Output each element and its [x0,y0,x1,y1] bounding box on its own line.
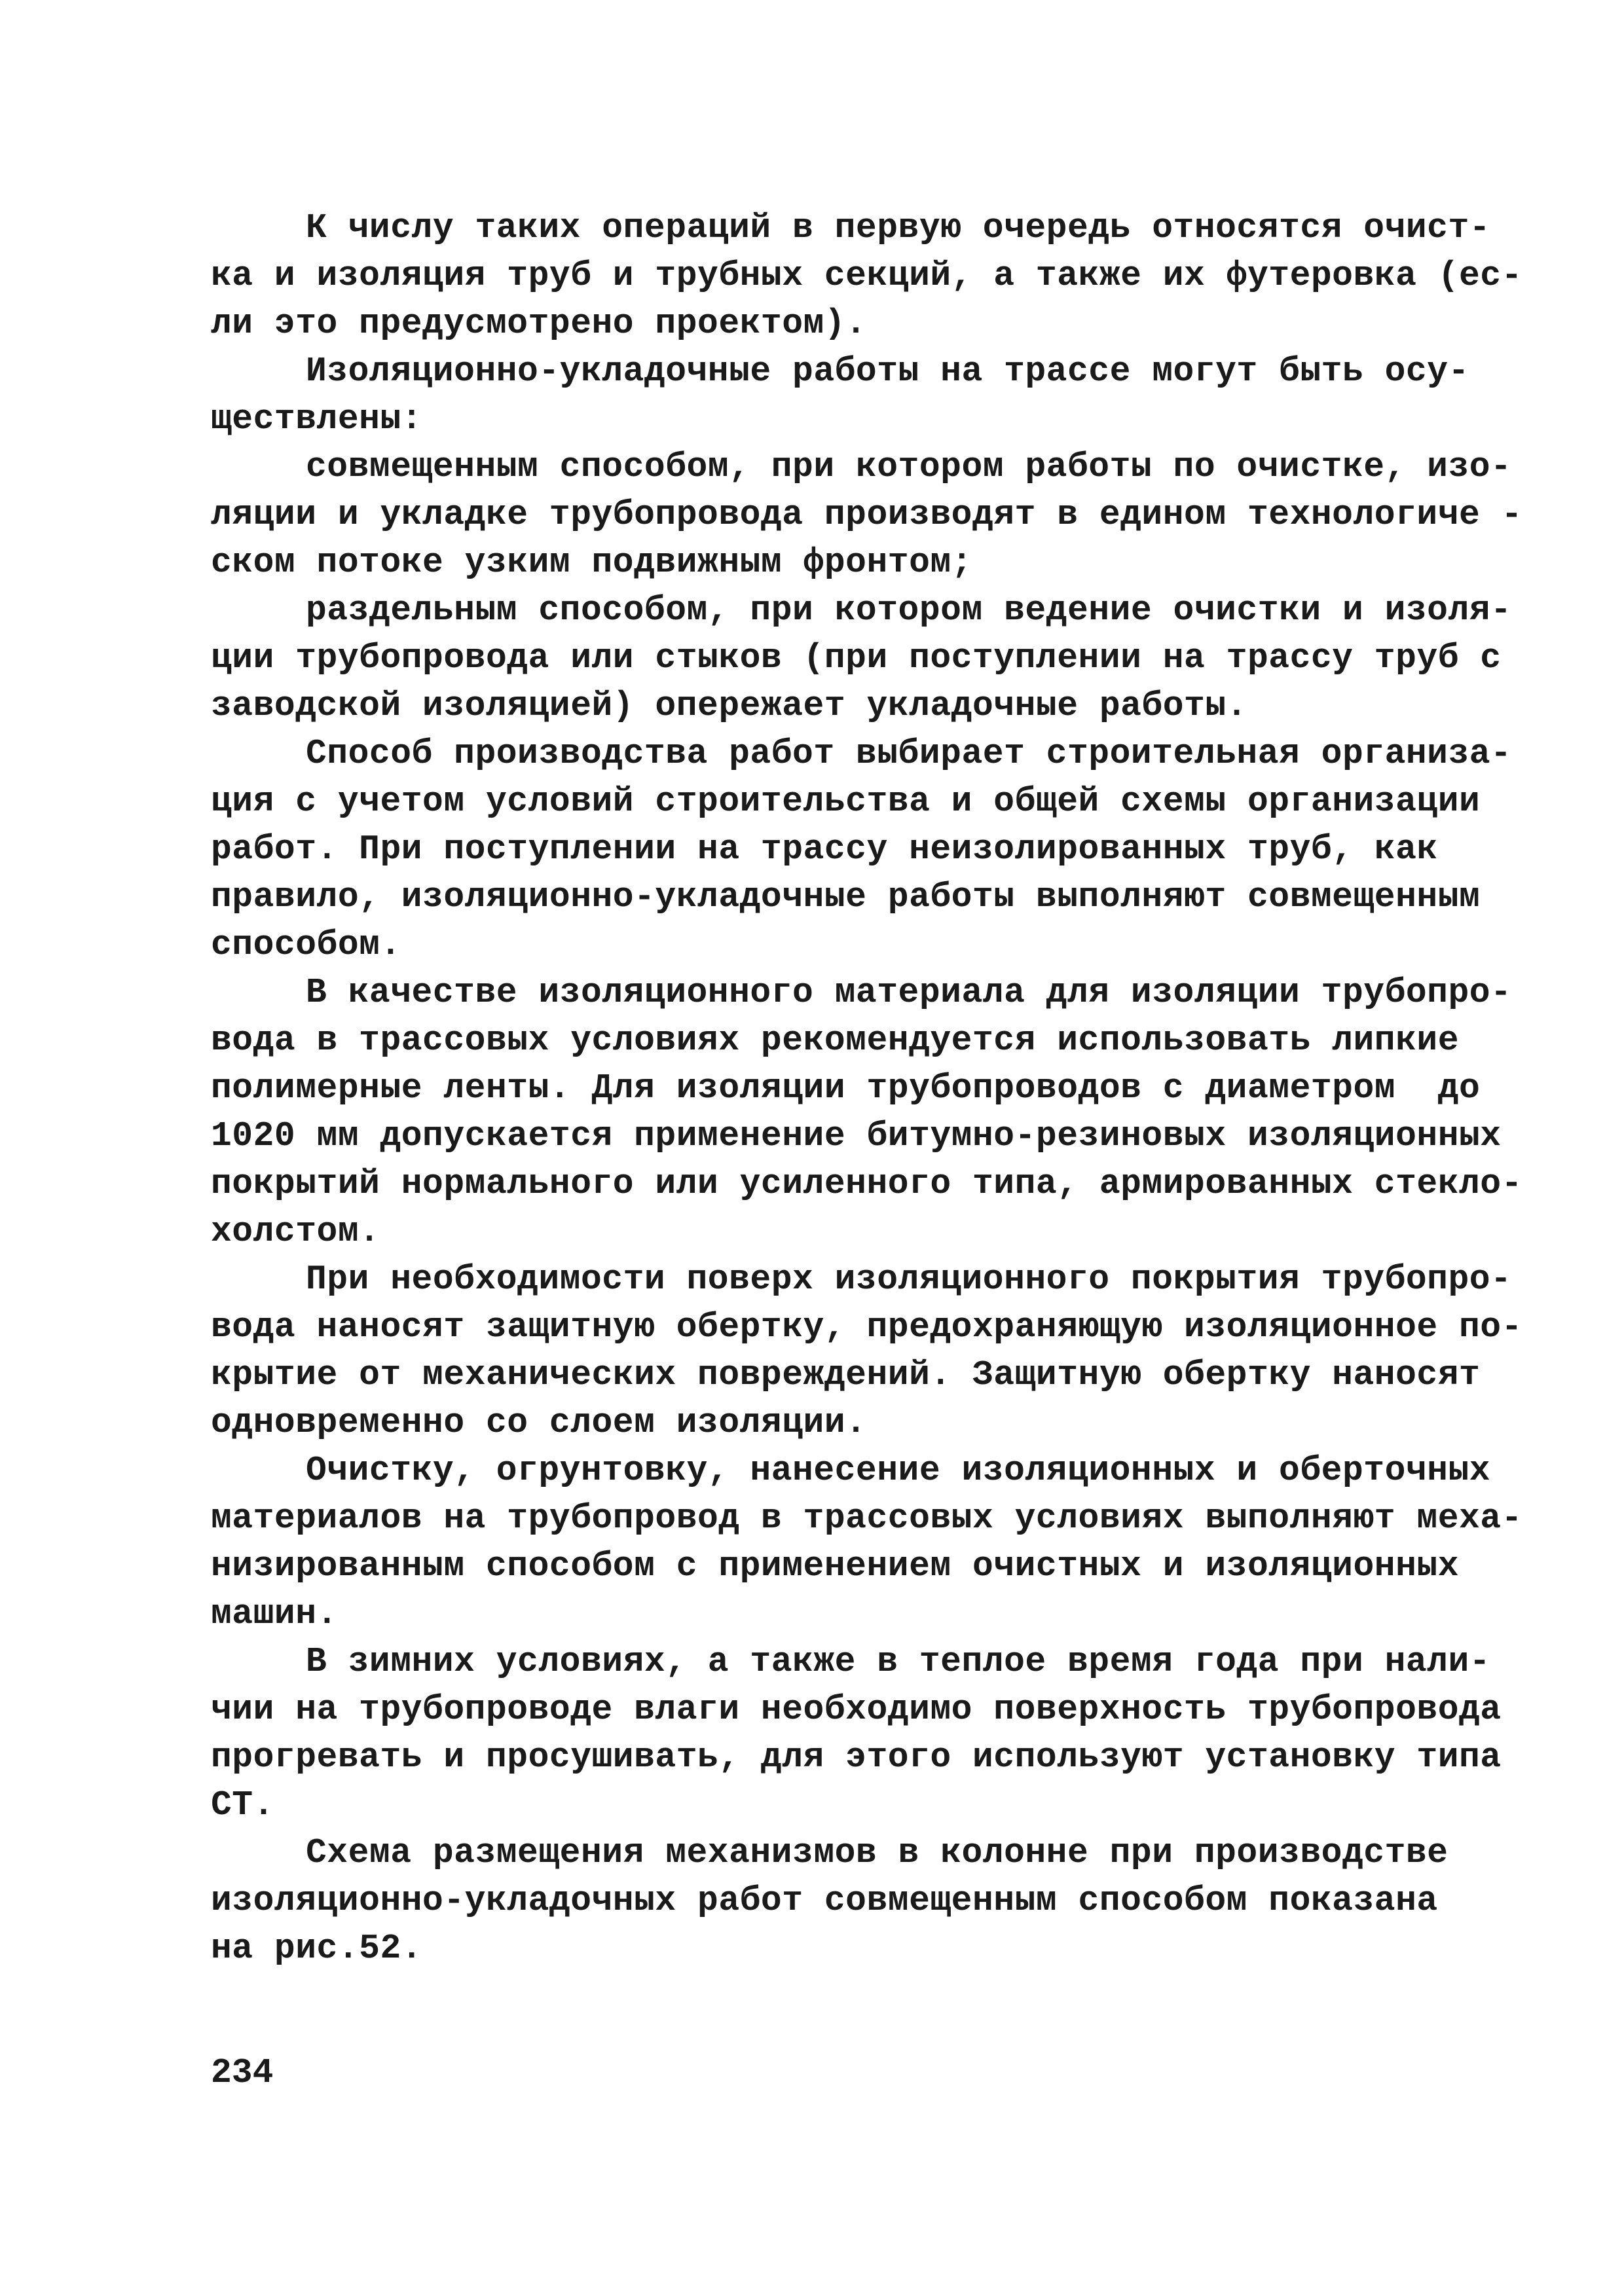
text-line: ции трубопровода или стыков (при поступлении на трассу труб с [211,638,1502,678]
text-line: на рис.52. [211,1929,423,1968]
text-line: В зимних условиях, а также в теплое время года при нали- [306,1642,1491,1681]
text-line: чии на трубопроводе влаги необходимо поверхность трубопровода [211,1690,1502,1729]
text-line: холстом. [211,1212,380,1251]
text-line: заводской изоляцией) опережает укладочные работы. [211,686,1247,725]
text-line: ция с учетом условий строительства и общей схемы организации [211,782,1481,821]
text-line: материалов на трубопровод в трассовых условиях выполняют меха- [211,1499,1522,1538]
text-line: В качестве изоляционного материала для изоляции трубопро- [306,973,1512,1012]
text-line: правило, изоляционно-укладочные работы выполняют совмещенным [211,877,1481,917]
text-line: одновременно со слоем изоляции. [211,1403,867,1442]
text-line: ка и изоляция труб и трубных секций, а также их футеровка (ес- [211,256,1522,295]
text-line: Изоляционно-укладочные работы на трассе могут быть осу- [306,352,1469,391]
text-line: вода в трассовых условиях рекомендуется использовать липкие [211,1021,1460,1060]
page-number: 234 [211,2053,274,2092]
text-line: совмещенным способом, при котором работы по очистке, изо- [306,447,1512,486]
text-line: При необходимости поверх изоляционного покрытия трубопро- [306,1260,1512,1299]
text-line: низированным способом с применением очистных и изоляционных [211,1546,1460,1586]
text-line: ли это предусмотрено проектом). [211,304,867,343]
text-line: Способ производства работ выбирает строительная организа- [306,734,1512,773]
body-text [211,204,1522,1973]
text-line: ляции и укладке трубопровода производят в едином технологиче - [211,495,1522,534]
text-line: прогревать и просушивать, для этого используют установку типа [211,1738,1502,1777]
text-line: раздельным способом, при котором ведение очистки и изоля- [306,591,1512,630]
text-line: СТ. [211,1785,274,1825]
text-line: вода наносят защитную обертку, предохраняющую изоляционное по- [211,1307,1522,1347]
text-line: полимерные ленты. Для изоляции трубопроводов с диаметром до [211,1068,1481,1108]
text-line: К числу таких операций в первую очередь относятся очист- [306,208,1491,247]
text-line: ском потоке узким подвижным фронтом; [211,543,972,582]
text-line: Очистку, огрунтовку, нанесение изоляционных и оберточных [306,1451,1491,1490]
text-line: ществлены: [211,399,423,439]
text-line: машин. [211,1594,338,1633]
text-line: изоляционно-укладочных работ совмещенным способом показана [211,1881,1438,1920]
text-line: Схема размещения механизмов в колонне при производстве [306,1833,1449,1872]
text-line: покрытий нормального или усиленного типа, армированных стекло- [211,1164,1522,1203]
text-line: крытие от механических повреждений. Защитную обертку наносят [211,1355,1481,1394]
text-line: способом. [211,925,401,964]
text-line: 1020 мм допускается применение битумно-резиновых изоляционных [211,1116,1502,1156]
text-line: работ. При поступлении на трассу неизолированных труб, как [211,829,1438,869]
